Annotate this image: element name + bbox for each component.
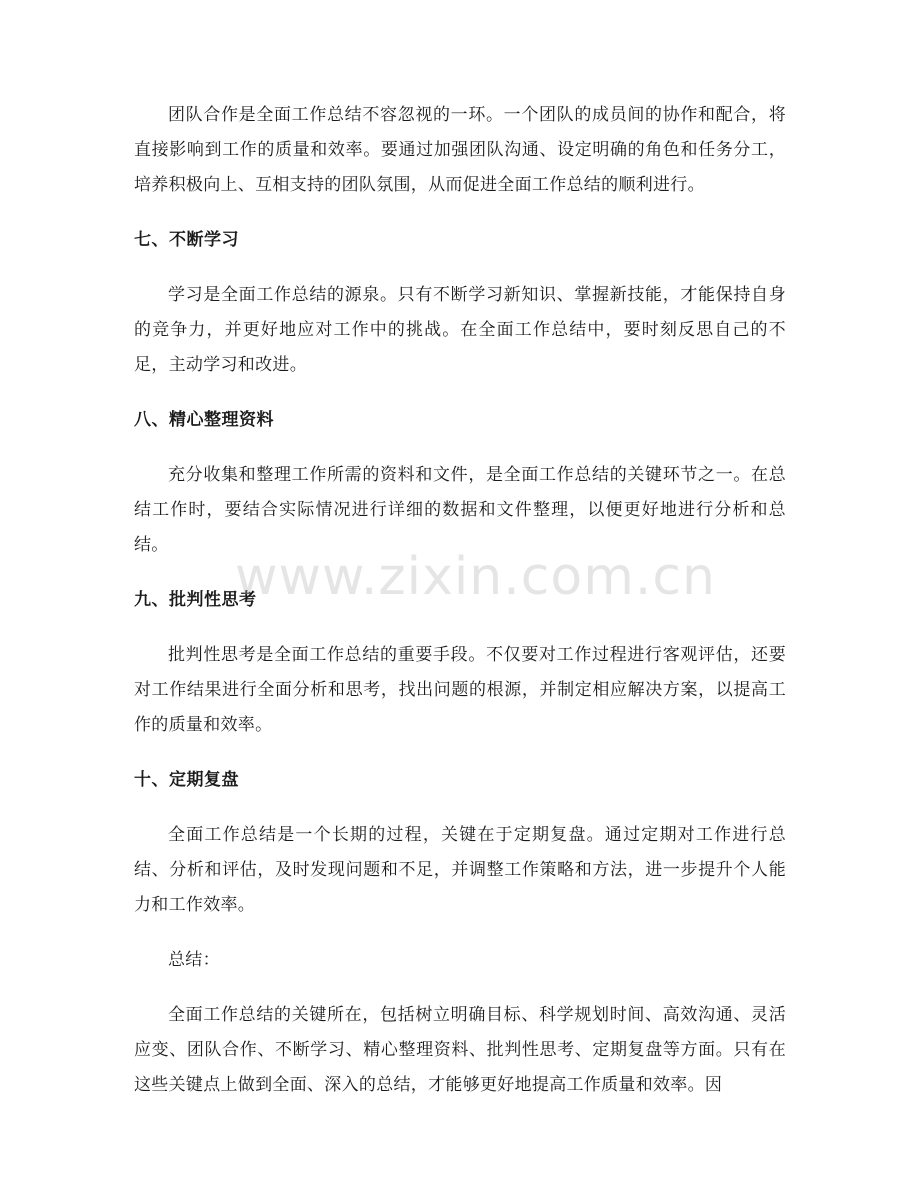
paragraph-continuous-learning: 学习是全面工作总结的源泉。只有不断学习新知识、掌握新技能，才能保持自身的竞争力，并更好地应对工作中的挑战。在全面工作总结中，要时刻反思自己的不足，主动学习和改进。 bbox=[134, 285, 786, 375]
paragraph-summary: 全面工作总结的关键所在，包括树立明确目标、科学规划时间、高效沟通、灵活应变、团队合作、不断学习、精心整理资料、批判性思考、定期复盘等方面。只有在这些关键点上做到全面、深入的总结，才能够更好地提高工作质量和效率。因 bbox=[134, 1005, 786, 1095]
heading-regular-review: 十、定期复盘 bbox=[134, 770, 239, 790]
watermark-text: www.zixin.com.cn bbox=[235, 547, 716, 607]
summary-label: 总结： bbox=[168, 950, 220, 970]
paragraph-team-cooperation: 团队合作是全面工作总结不容忽视的一环。一个团队的成员间的协作和配合，将直接影响到工作的质量和效率。要通过加强团队沟通、设定明确的角色和任务分工，培养积极向上、互相支持的团队氛围，从而促进全面工作总结的顺利进行。 bbox=[134, 105, 786, 195]
document-body bbox=[134, 98, 786, 1103]
paragraph-critical-thinking: 批判性思考是全面工作总结的重要手段。不仅要对工作过程进行客观评估，还要对工作结果进行全面分析和思考，找出问题的根源，并制定相应解决方案，以提高工作的质量和效率。 bbox=[134, 645, 786, 735]
paragraph-organize-materials: 充分收集和整理工作所需的资料和文件，是全面工作总结的关键环节之一。在总结工作时，要结合实际情况进行详细的数据和文件整理，以便更好地进行分析和总结。 bbox=[134, 465, 786, 555]
paragraph-regular-review: 全面工作总结是一个长期的过程，关键在于定期复盘。通过定期对工作进行总结、分析和评估，及时发现问题和不足，并调整工作策略和方法，进一步提升个人能力和工作效率。 bbox=[134, 825, 786, 915]
heading-critical-thinking: 九、批判性思考 bbox=[134, 590, 257, 610]
heading-continuous-learning: 七、不断学习 bbox=[134, 230, 239, 250]
heading-organize-materials: 八、精心整理资料 bbox=[134, 410, 274, 430]
